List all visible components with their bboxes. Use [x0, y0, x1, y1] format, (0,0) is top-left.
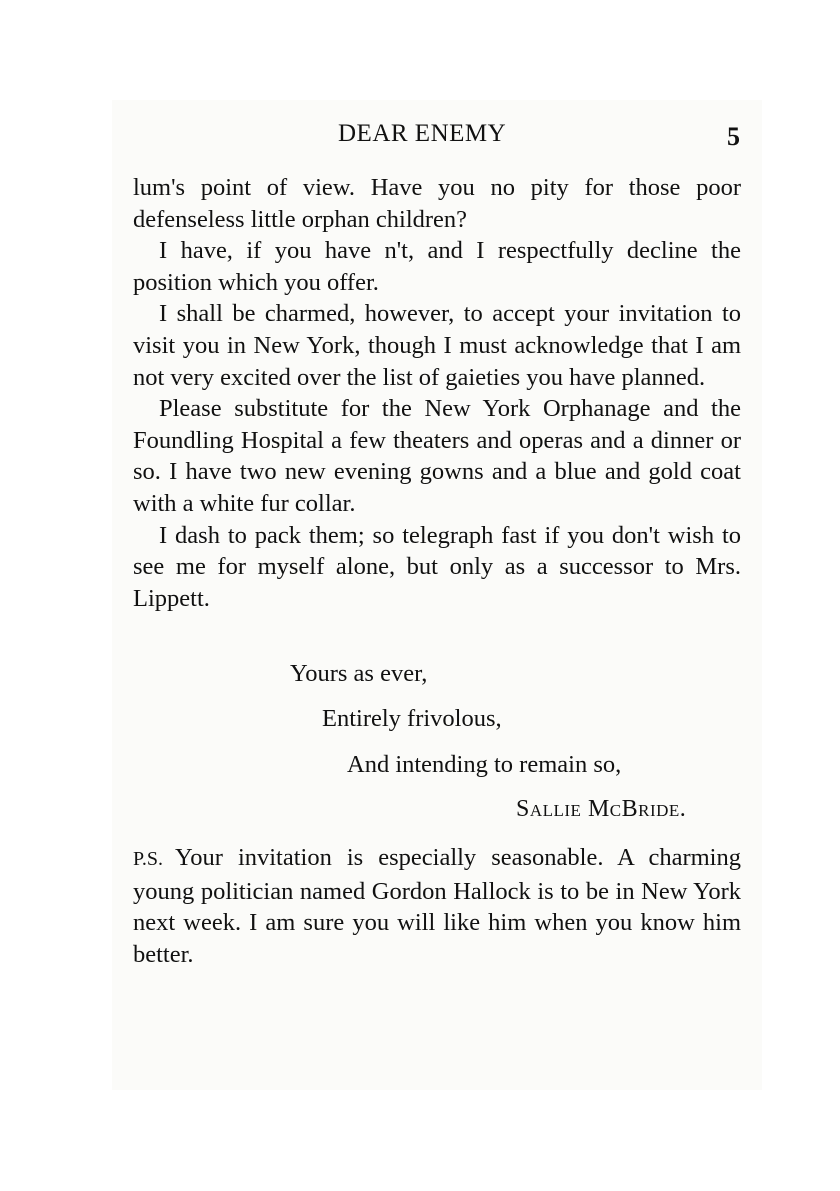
signature: Sallie McBride. [516, 796, 687, 822]
postscript [133, 842, 741, 970]
header-title: DEAR ENEMY [338, 120, 507, 147]
page-number: 5 [727, 122, 740, 151]
paragraph-3: I shall be charmed, however, to accept your invitation to visit you in New York, though I must acknowledge that I am not very excited over the list of gaieties you have planned. [133, 300, 741, 391]
running-head [0, 112, 840, 152]
paragraph-4: Please substitute for the New York Orphanage and the Foundling Hospital a few theaters and operas and a dinner or so. I have two new evening gowns and a blue and gold coat with a white fur collar. [133, 395, 741, 517]
closing-line-3: And intending to remain so, [347, 751, 622, 778]
postscript-label: P.S. [133, 848, 164, 870]
paragraph-2: I have, if you have n't, and I respectfully decline the position which you offer. [133, 237, 741, 296]
paragraph-5: I dash to pack them; so telegraph fast if you don't wish to see me for myself alone, but only as a successor to Mrs. Lippett. [133, 521, 741, 612]
paragraph-1: lum's point of view. Have you no pity for those poor defenseless little orphan children? [133, 174, 741, 233]
closing-line-2: Entirely frivolous, [322, 705, 502, 732]
closing-line-1: Yours as ever, [290, 660, 428, 687]
letter-body [133, 172, 741, 614]
postscript-text: Your invitation is especially seasonable. A charming young politician named Gordon Hallock is to be in New York next week. I am sure you will like him when you know him better. [133, 844, 741, 968]
